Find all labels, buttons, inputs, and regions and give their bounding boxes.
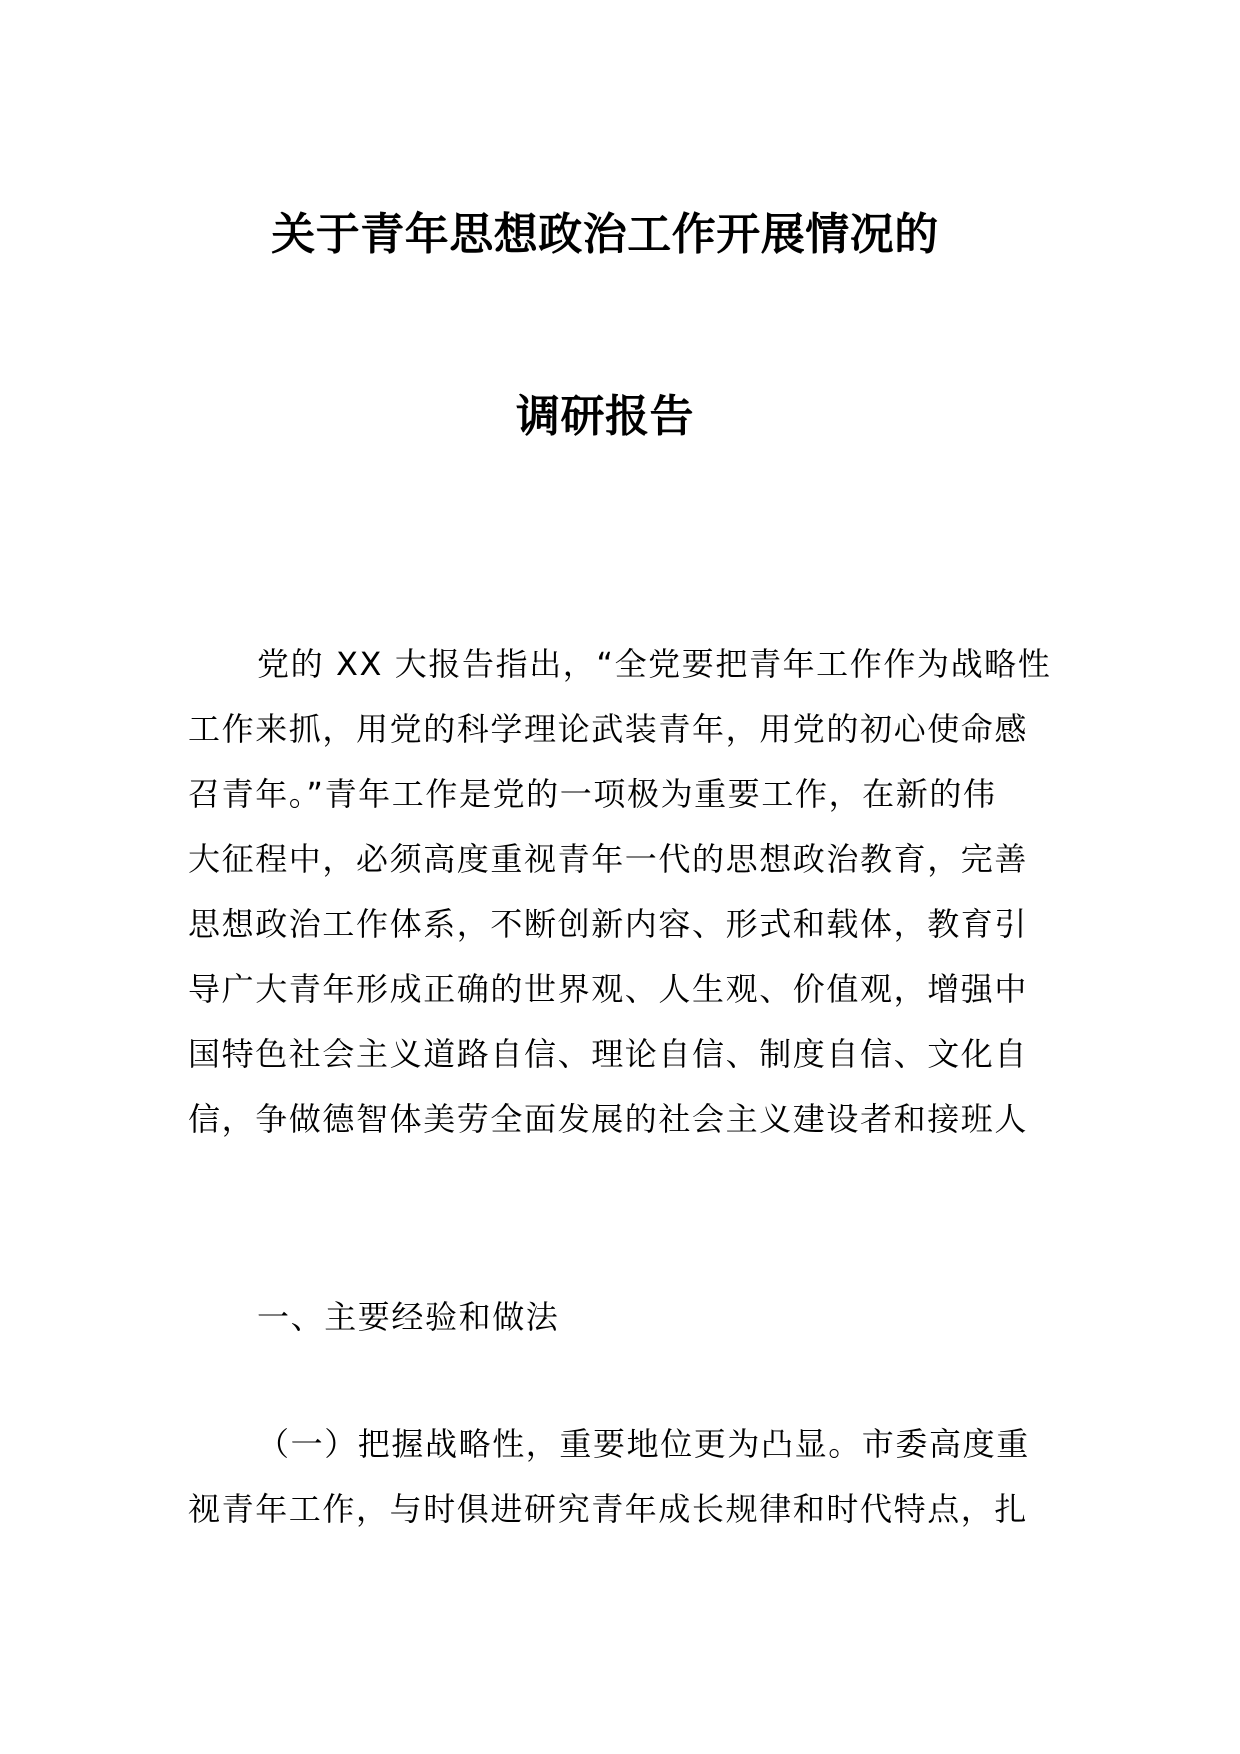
- paragraph-line: 大征程中，必须高度重视青年一代的思想政治教育，完善: [188, 840, 1029, 878]
- paragraph-line: 国特色社会主义道路自信、理论自信、制度自信、文化自: [188, 1035, 1029, 1073]
- paragraph-line: 思想政治工作体系，不断创新内容、形式和载体，教育引: [188, 905, 1029, 943]
- paragraph-line: 视青年工作，与时俱进研究青年成长规律和时代特点，扎: [188, 1490, 1029, 1528]
- section-heading: 一、主要经验和做法: [257, 1298, 560, 1336]
- document-title-line-2: 调研报告: [516, 391, 694, 442]
- paragraph-line: 党的 XX 大报告指出，“全党要把青年工作作为战略性: [257, 645, 1052, 683]
- paragraph-line: 信，争做德智体美劳全面发展的社会主义建设者和接班人: [188, 1100, 1029, 1138]
- paragraph-line: 召青年。”青年工作是党的一项极为重要工作，在新的伟: [188, 775, 997, 813]
- paragraph-line: 工作来抓，用党的科学理论武装青年，用党的初心使命感: [188, 710, 1029, 748]
- paragraph-line: 导广大青年形成正确的世界观、人生观、价值观，增强中: [188, 970, 1029, 1008]
- document-title-line-1: 关于青年思想政治工作开展情况的: [271, 209, 939, 260]
- intro-paragraph: [188, 632, 1050, 1152]
- paragraph-line: （一）把握战略性，重要地位更为凸显。市委高度重: [257, 1425, 1030, 1463]
- subsection-paragraph: [188, 1412, 1050, 1542]
